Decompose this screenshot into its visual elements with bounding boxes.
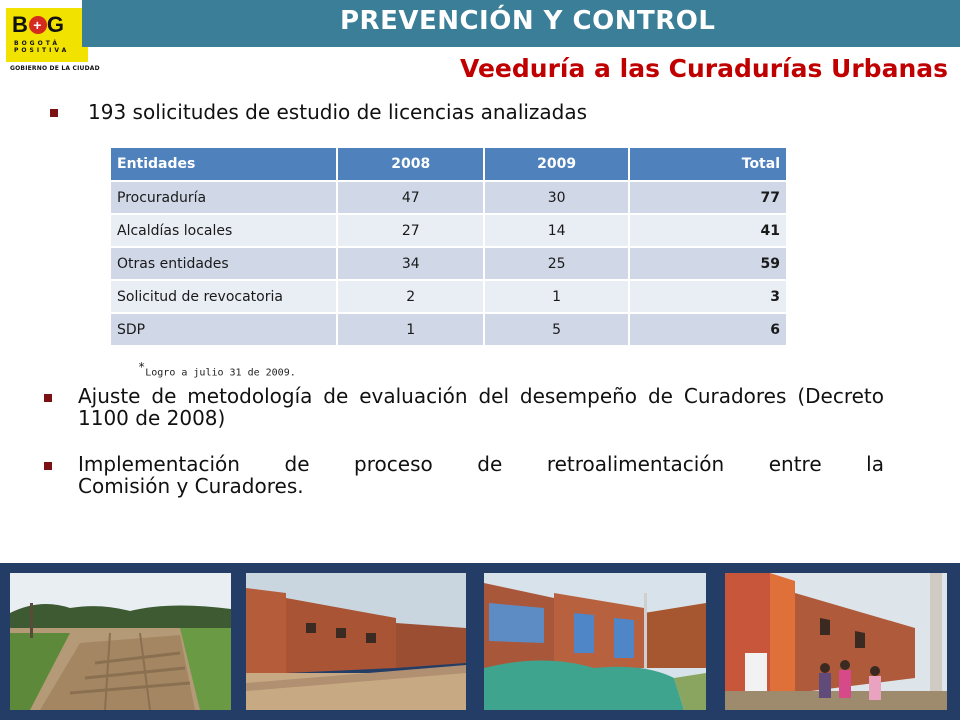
page-title: PREVENCIÓN Y CONTROL [340,6,716,36]
bullet-retroalimentacion [44,453,884,497]
bullet-text: Ajuste de metodología de evaluación del desempeño de Curadores (Decreto 1100 de 2008) [78,384,884,430]
table-row [111,280,787,313]
cell-entidad: Alcaldías locales [111,214,337,247]
cell-2009: 5 [484,313,629,345]
cell-entidad: SDP [111,313,337,345]
footnote-text: Logro a julio 31 de 2009. [145,367,296,379]
bullet-metodologia [44,385,884,429]
cell-2008: 47 [337,181,484,214]
cell-total: 41 [629,214,787,247]
table-row [111,214,787,247]
cell-2009: 25 [484,247,629,280]
header-entidades: Entidades [111,148,337,181]
cell-entidad: Solicitud de revocatoria [111,280,337,313]
cell-total: 6 [629,313,787,345]
cell-2008: 27 [337,214,484,247]
logo-gov: GOBIERNO DE LA CIUDAD [10,65,100,72]
bullet-text: 193 solicitudes de estudio de licencias analizadas [88,100,588,124]
residents-street-photo [725,573,947,710]
cell-2009: 1 [484,280,629,313]
bogota-positiva-logo [6,8,100,72]
table-row [111,313,787,345]
title-bar [82,0,960,47]
header-2008: 2008 [337,148,484,181]
photo-band [0,563,960,720]
cell-2008: 2 [337,280,484,313]
table-header-row [111,148,787,181]
footnote-mark: * [138,360,146,374]
cell-entidad: Procuraduría [111,181,337,214]
header-total: Total [629,148,787,181]
bullet-square-icon [44,462,52,470]
construction-site-photo [10,573,231,710]
bullet-licencias [50,100,587,124]
table-row [111,247,787,280]
cell-entidad: Otras entidades [111,247,337,280]
cell-2009: 14 [484,214,629,247]
header-2009: 2009 [484,148,629,181]
cell-total: 59 [629,247,787,280]
cell-total: 77 [629,181,787,214]
cell-2009: 30 [484,181,629,214]
houses-with-green-tarp-photo [484,573,706,710]
table-footnote [138,360,296,378]
cell-total: 3 [629,280,787,313]
solicitudes-table [111,148,788,345]
bullet-text-line1: Implementación de proceso de retroalimentación entre la [78,452,884,476]
logo-text: B + G [12,12,66,37]
page-subtitle: Veeduría a las Curadurías Urbanas [460,54,948,83]
bullet-text-line2: Comisión y Curadores. [78,474,304,498]
cell-2008: 34 [337,247,484,280]
brick-houses-photo [246,573,466,710]
bullet-square-icon [50,109,58,117]
bullet-square-icon [44,394,52,402]
logo-sub: BOGOTÁ POSITIVA [14,40,70,54]
cell-2008: 1 [337,313,484,345]
table-row [111,181,787,214]
